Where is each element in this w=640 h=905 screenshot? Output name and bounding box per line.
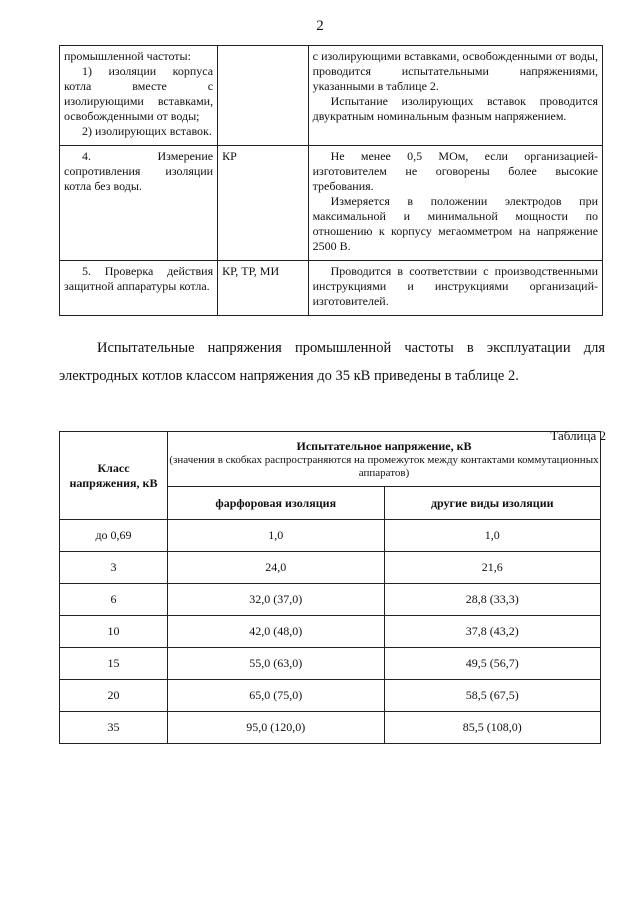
header-class: Класс напряжения, кВ: [60, 432, 168, 520]
cell-cls: 15: [60, 648, 168, 680]
table-row: [60, 584, 601, 616]
cell-text: Проводится в соответствии с производственными инструкциями и инструкциями организаций-изготовителей.: [312, 264, 598, 308]
cell-other: 58,5 (67,5): [384, 680, 601, 712]
table-cell: КР, ТР, МИ: [218, 261, 309, 316]
requirements-table: [59, 45, 603, 316]
header-other: другие виды изоляции: [384, 487, 601, 520]
cell-text: 4. Измерение сопротивления изоляции котла без воды.: [64, 149, 214, 193]
voltage-table: [59, 431, 601, 744]
table-cell: [60, 146, 218, 261]
table-row: [60, 712, 601, 744]
table-cell: [308, 146, 602, 261]
table-cell: [308, 261, 602, 316]
cell-text: 2) изолирующих вставок.: [82, 124, 212, 138]
table-caption: Таблица 2: [550, 428, 606, 443]
cell-porcelain: 65,0 (75,0): [168, 680, 385, 712]
header-voltage: [168, 432, 601, 487]
cell-porcelain: 1,0: [168, 520, 385, 552]
table-cell: [308, 46, 602, 146]
cell-other: 49,5 (56,7): [384, 648, 601, 680]
cell-other: 21,6: [384, 552, 601, 584]
cell-other: 28,8 (33,3): [384, 584, 601, 616]
paragraph-text: Испытательные напряжения промышленной частоты в эксплуатации для электродных котлов классом напряжения до 35 кВ приведены в таблице 2.: [59, 340, 605, 384]
cell-porcelain: 24,0: [168, 552, 385, 584]
table-cell: [218, 46, 309, 146]
cell-other: 37,8 (43,2): [384, 616, 601, 648]
cell-text: Не менее 0,5 МОм, если организацией-изготовителем не оговорены более высокие требования.: [312, 149, 598, 193]
table-row: [60, 520, 601, 552]
cell-porcelain: 95,0 (120,0): [168, 712, 385, 744]
header-row: [60, 432, 601, 487]
table-cell: КР: [218, 146, 309, 261]
table-row: [60, 146, 603, 261]
cell-text: промышленной частоты:: [64, 49, 191, 63]
table-row: [60, 680, 601, 712]
header-porcelain: фарфоровая изоляция: [168, 487, 385, 520]
table-row: [60, 261, 603, 316]
header-voltage-note: (значения в скобках распространяются на промежуток между контактами коммутационных аппаратов): [169, 453, 599, 479]
cell-cls: 35: [60, 712, 168, 744]
cell-porcelain: 55,0 (63,0): [168, 648, 385, 680]
cell-other: 1,0: [384, 520, 601, 552]
header-voltage-title: Испытательное напряжение, кВ: [296, 438, 472, 453]
cell-cls: до 0,69: [60, 520, 168, 552]
cell-text: Испытание изолирующих вставок проводится двукратным номинальным фазным напряжением.: [312, 94, 598, 123]
cell-text: с изолирующими вставками, освобожденными от воды, проводится испытательными напряжениями, указанными в таблице 2.: [312, 49, 598, 93]
body-paragraph: [59, 334, 605, 390]
cell-cls: 20: [60, 680, 168, 712]
cell-text: 5. Проверка действия защитной аппаратуры котла.: [64, 264, 214, 293]
cell-other: 85,5 (108,0): [384, 712, 601, 744]
cell-cls: 3: [60, 552, 168, 584]
table-cell: [60, 261, 218, 316]
table-row: [60, 552, 601, 584]
cell-cls: 6: [60, 584, 168, 616]
cell-porcelain: 42,0 (48,0): [168, 616, 385, 648]
table-row: [60, 648, 601, 680]
cell-porcelain: 32,0 (37,0): [168, 584, 385, 616]
cell-cls: 10: [60, 616, 168, 648]
table-row: [60, 46, 603, 146]
cell-text: 1) изоляции корпуса котла вместе с изолирующими вставками, освобожденными от воды;: [64, 64, 214, 123]
table-row: [60, 616, 601, 648]
page-number: 2: [316, 18, 324, 34]
table-cell: [60, 46, 218, 146]
cell-text: Измеряется в положении электродов при максимальной и минимальной мощности по отношению к корпусу мегаомметром на напряжение 2500 В.: [312, 194, 598, 253]
